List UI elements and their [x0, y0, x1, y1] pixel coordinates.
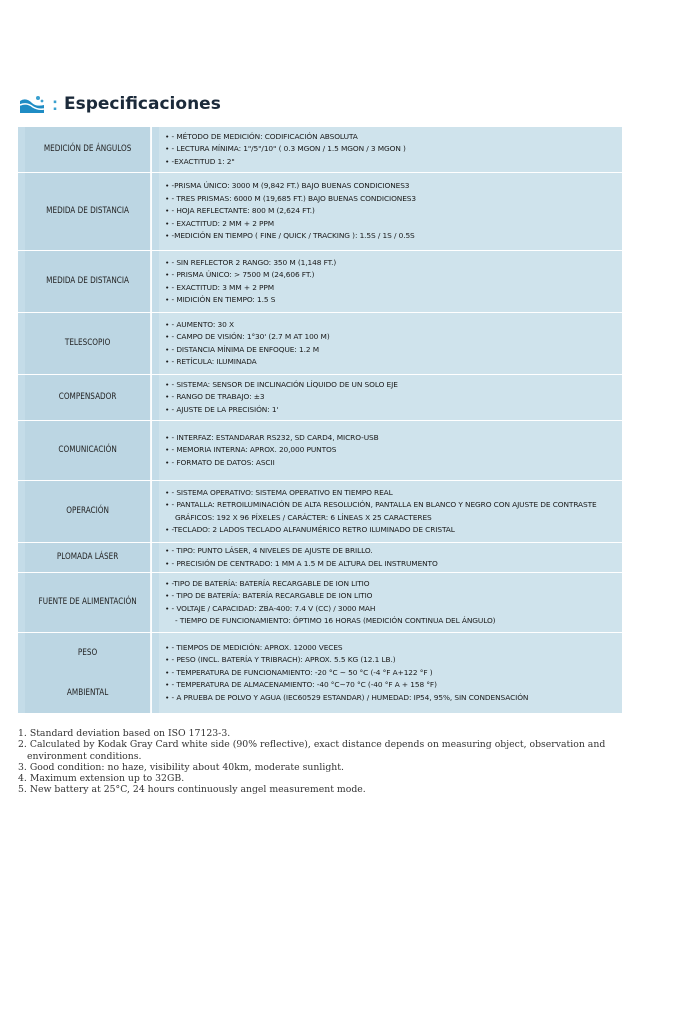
specifications-table	[18, 127, 622, 713]
footnotes	[18, 728, 618, 796]
row-label	[25, 633, 152, 713]
footnote: 4. Maximum extension up to 32GB.	[18, 773, 185, 785]
spec-line: • - DISTANCIA MÍNIMA DE ENFOQUE: 1.2 M	[165, 344, 319, 354]
spec-line: • - FORMATO DE DATOS: ASCII	[165, 457, 275, 467]
row-values	[159, 573, 622, 632]
spec-line: • -MEDICIÓN EN TIEMPO ( FINE / QUICK / TRACKING ): 1.5S / 1S / 0.5S	[165, 231, 415, 241]
row-values	[159, 543, 622, 572]
header-separator: :	[52, 93, 58, 114]
spec-line: • - VOLTAJE / CAPACIDAD: ZBA-400: 7.4 V (CC) / 3000 MAH	[165, 603, 376, 613]
spec-line: • - EXACTITUD: 2 MM + 2 PPM	[165, 218, 275, 228]
row-values	[159, 313, 622, 374]
spec-line: • - TRES PRISMAS: 6000 M (19,685 FT.) BAJO BUENAS CONDICIONES3	[165, 193, 416, 203]
spec-line: • - MIDICIÓN EN TIEMPO: 1.5 S	[165, 295, 276, 304]
table-row	[18, 633, 622, 713]
spec-line: • - SISTEMA: SENSOR DE INCLINACIÓN LÍQUIDO DE UN SOLO EJE	[165, 379, 398, 389]
brand-icon	[18, 93, 46, 115]
spec-line: • - AUMENTO: 30 X	[165, 319, 234, 329]
page-title: Especificaciones	[64, 94, 221, 114]
spec-line: • - CAMPO DE VISIÓN: 1°30' (2.7 M AT 100 M)	[165, 332, 330, 341]
table-row	[18, 313, 622, 375]
row-label: MEDIDA DE DISTANCIA	[25, 251, 152, 312]
spec-line: • -TECLADO: 2 LADOS TECLADO ALFANUMÉRICO RETRO ILUMINADO DE CRISTAL	[165, 525, 455, 534]
row-label: PLOMADA LÁSER	[25, 543, 152, 572]
spec-line: • - PRISMA ÚNICO: > 7500 M (24,606 FT.)	[165, 270, 315, 279]
table-row	[18, 421, 622, 481]
spec-line: • - INTERFAZ: ESTANDARAR RS232, SD CARD4, MICRO-USB	[165, 432, 379, 442]
table-row	[18, 543, 622, 573]
row-values	[159, 375, 622, 420]
spec-line: • - SIN REFLECTOR 2 RANGO: 350 M (1,148 FT.)	[165, 257, 337, 267]
spec-line: • - SISTEMA OPERATIVO: SISTEMA OPERATIVO EN TIEMPO REAL	[165, 487, 393, 497]
spec-line: • - TIPO DE BATERÍA: BATERÍA RECARGABLE DE ION LITIO	[165, 591, 373, 600]
row-values	[159, 127, 622, 172]
row-label: COMUNICACIÓN	[25, 421, 152, 480]
spec-line: - TIEMPO DE FUNCIONAMIENTO: ÓPTIMO 16 HORAS (MEDICIÓN CONTINUA DEL ÁNGULO)	[175, 616, 496, 625]
row-label-environment: AMBIENTAL	[66, 687, 109, 698]
spec-line: • - PESO (INCL. BATERÍA Y TRIBRACH): APROX. 5.5 KG (12.1 LB.)	[165, 655, 396, 665]
spec-line: • - PRECISIÓN DE CENTRADO: 1 MM A 1.5 M DE ALTURA DEL INSTRUMENTO	[165, 558, 438, 568]
spec-line: • - RETÍCULA: ILUMINADA	[165, 357, 257, 366]
table-row	[18, 573, 622, 633]
spec-line: • - TEMPERATURA DE ALMACENAMIENTO: -40 °C~70 °C (-40 °F A + 158 °F)	[165, 680, 437, 690]
table-row	[18, 173, 622, 251]
spec-line: • - RANGO DE TRABAJO: ±3	[165, 392, 265, 402]
spec-line: • -EXACTITUD 1: 2"	[165, 156, 235, 166]
row-label: MEDICIÓN DE ÁNGULOS	[25, 127, 152, 172]
spec-line: • -TIPO DE BATERÍA: BATERÍA RECARGABLE DE ION LITIO	[165, 578, 370, 588]
row-label: TELESCOPIO	[25, 313, 152, 374]
row-values	[159, 173, 622, 250]
spec-line: • - MEMORIA INTERNA: APROX. 20,000 PUNTOS	[165, 445, 337, 455]
row-label: OPERACIÓN	[25, 481, 152, 542]
section-header	[18, 90, 221, 118]
spec-line: GRÁFICOS: 192 X 96 PÍXELES / CARÁCTER: 6 LÍNEAS X 25 CARACTERES	[175, 512, 432, 522]
spec-line: • - TIPO: PUNTO LÁSER, 4 NIVELES DE AJUSTE DE BRILLO.	[165, 546, 373, 555]
spec-line: • - A PRUEBA DE POLVO Y AGUA (IEC60529 ESTANDAR) / HUMEDAD: IP54, 95%, SIN CONDENSACIÓN	[165, 692, 529, 702]
row-label: MEDIDA DE DISTANCIA	[25, 173, 152, 250]
table-row	[18, 127, 622, 173]
spec-line: • - TEMPERATURA DE FUNCIONAMIENTO: -20 °C ~ 50 °C (-4 °F A+122 °F )	[165, 667, 433, 677]
spec-line: • - MÉTODO DE MEDICIÓN: CODIFICACIÓN ABSOLUTA	[165, 131, 358, 141]
footnote: 3. Good condition: no haze, visibility about 40km, moderate sunlight.	[18, 761, 344, 773]
table-row	[18, 481, 622, 543]
footnote: 5. New battery at 25°C, 24 hours continuously angel measurement mode.	[18, 784, 366, 796]
row-values	[159, 481, 622, 542]
spec-line: • - PANTALLA: RETROILUMINACIÓN DE ALTA RESOLUCIÓN, PANTALLA EN BLANCO Y NEGRO CON AJUSTE DE CONTRASTE	[165, 500, 597, 509]
footnote: 1. Standard deviation based on ISO 17123-3.	[18, 728, 231, 739]
row-values	[159, 251, 622, 312]
footnote: environment conditions.	[27, 750, 142, 762]
spec-line: • - HOJA REFLECTANTE: 800 M (2,624 FT.)	[165, 206, 315, 216]
row-label: COMPENSADOR	[25, 375, 152, 420]
table-row	[18, 251, 622, 313]
spec-line: • - EXACTITUD: 3 MM + 2 PPM	[165, 282, 275, 292]
row-label: FUENTE DE ALIMENTACIÓN	[25, 573, 152, 632]
row-values	[159, 421, 622, 480]
table-row	[18, 375, 622, 421]
spec-line: • - TIEMPOS DE MEDICIÓN: APROX. 12000 VECES	[165, 642, 343, 652]
row-label-weight: PESO	[77, 647, 98, 658]
spec-line: • - AJUSTE DE LA PRECISIÓN: 1'	[165, 404, 279, 414]
spec-line: • -PRISMA ÚNICO: 3000 M (9,842 FT.) BAJO BUENAS CONDICIONES3	[165, 181, 410, 191]
footnote: 2. Calculated by Kodak Gray Card white side (90% reflective), exact distance depends on measuring object, observation and	[18, 739, 606, 751]
spec-line: • - LECTURA MÍNIMA: 1"/5"/10" ( 0.3 MGON / 1.5 MGON / 3 MGON )	[165, 144, 406, 154]
row-values	[159, 633, 622, 713]
